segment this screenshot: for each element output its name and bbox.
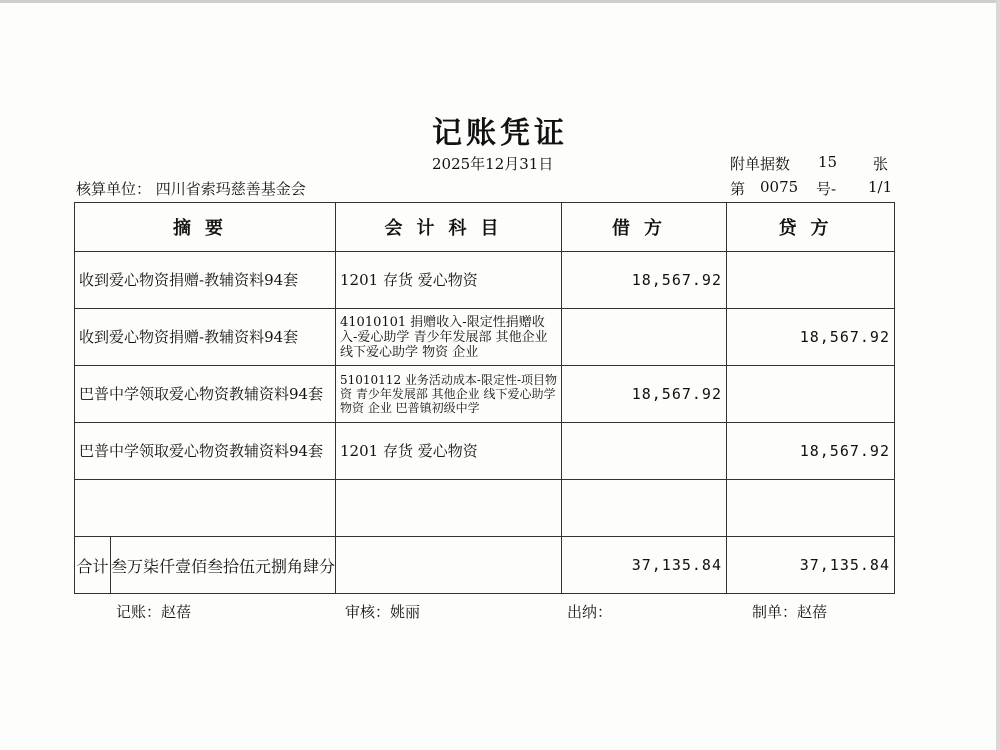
row-account: 1201 存货 爱心物资 bbox=[336, 252, 562, 309]
row-debit bbox=[562, 423, 727, 480]
attachments-count: 15 bbox=[818, 153, 838, 171]
table-row bbox=[75, 423, 895, 480]
organization-line bbox=[76, 178, 306, 199]
signature-cashier: 出纳： bbox=[567, 603, 613, 621]
organization-label: 核算单位： bbox=[76, 180, 152, 198]
row-account bbox=[336, 480, 562, 537]
scan-edge-top bbox=[0, 0, 1000, 3]
voucher-suffix: 号- bbox=[816, 180, 837, 198]
voucher-date: 2025年12月31日 bbox=[432, 155, 554, 173]
row-account: 51010112 业务活动成本-限定性-项目物资 青少年发展部 其他企业 线下爱心助学 物资 企业 巴普镇初级中学 bbox=[336, 366, 562, 423]
table-header-row bbox=[75, 203, 895, 252]
signature-bookkeeper: 记账：赵蓓 bbox=[116, 603, 192, 621]
row-summary: 收到爱心物资捐赠-教辅资料94套 bbox=[75, 309, 336, 366]
voucher-prefix: 第 bbox=[730, 180, 746, 198]
total-credit: 37,135.84 bbox=[727, 537, 895, 594]
row-credit bbox=[727, 252, 895, 309]
total-cell bbox=[75, 537, 336, 594]
header-summary: 摘要 bbox=[75, 203, 336, 252]
attachments-info bbox=[730, 153, 889, 174]
signature-preparer: 制单：赵蓓 bbox=[752, 603, 828, 621]
table-row bbox=[75, 309, 895, 366]
attachments-unit: 张 bbox=[873, 155, 889, 173]
signature-reviewer: 审核：姚丽 bbox=[345, 603, 421, 621]
header-credit: 贷方 bbox=[727, 203, 895, 252]
row-account: 1201 存货 爱心物资 bbox=[336, 423, 562, 480]
total-amount-in-words: 叁万柒仟壹佰叁拾伍元捌角肆分 bbox=[110, 556, 335, 576]
voucher-title: 记账凭证 bbox=[432, 116, 568, 151]
row-summary bbox=[75, 480, 336, 537]
table-row bbox=[75, 480, 895, 537]
total-row bbox=[75, 537, 895, 594]
row-debit bbox=[562, 309, 727, 366]
voucher-table bbox=[74, 202, 895, 594]
total-debit: 37,135.84 bbox=[562, 537, 727, 594]
header-debit: 借方 bbox=[562, 203, 727, 252]
row-debit: 18,567.92 bbox=[562, 252, 727, 309]
header-account: 会计科目 bbox=[336, 203, 562, 252]
total-words-spill bbox=[336, 537, 562, 594]
voucher-page: 1/1 bbox=[868, 178, 893, 196]
row-summary: 收到爱心物资捐赠-教辅资料94套 bbox=[75, 252, 336, 309]
row-debit bbox=[562, 480, 727, 537]
voucher-number: 0075 bbox=[760, 178, 799, 196]
row-summary: 巴普中学领取爱心物资教辅资料94套 bbox=[75, 423, 336, 480]
row-summary: 巴普中学领取爱心物资教辅资料94套 bbox=[75, 366, 336, 423]
row-account: 41010101 捐赠收入-限定性捐赠收入-爱心助学 青少年发展部 其他企业 线下爱心助学 物资 企业 bbox=[336, 309, 562, 366]
row-credit: 18,567.92 bbox=[727, 309, 895, 366]
row-debit: 18,567.92 bbox=[562, 366, 727, 423]
table-row bbox=[75, 366, 895, 423]
organization-name: 四川省索玛慈善基金会 bbox=[155, 180, 306, 198]
row-credit bbox=[727, 366, 895, 423]
table-row bbox=[75, 252, 895, 309]
attachments-label: 附单据数 bbox=[730, 155, 791, 173]
total-label: 合计 bbox=[75, 537, 111, 593]
row-credit bbox=[727, 480, 895, 537]
row-credit: 18,567.92 bbox=[727, 423, 895, 480]
